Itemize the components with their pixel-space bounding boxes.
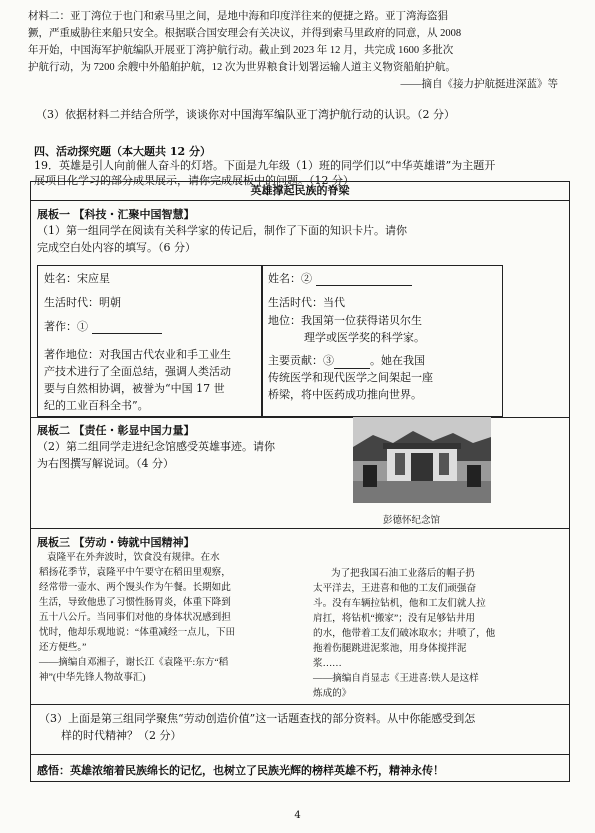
photo-caption: 彭德怀纪念馆 <box>383 515 441 526</box>
page-number: 4 <box>294 810 301 821</box>
section-heading: 四、活动探究题（本大题共 12 分） <box>34 145 211 158</box>
board-3-question-line: 样的时代精神？（2 分） <box>61 729 182 742</box>
passage-line: 经常带一壶水、两个馒头作为午餐。长期如此 <box>39 582 231 593</box>
blank-answer-1[interactable] <box>92 321 162 334</box>
board-2-line: 为右图撰写解说词。（4 分） <box>37 457 174 470</box>
card-contribution-line: 桥梁，将中医药成功推向世界。 <box>268 388 422 401</box>
reflection-text: 感悟：英雄浓缩着民族绵长的记忆，也树立了民族光辉的榜样英雄不朽，精神永传！ <box>37 764 444 777</box>
divider <box>31 528 569 529</box>
frame-title: 英雄撑起民族的脊梁 <box>31 182 569 201</box>
card-name <box>268 270 412 286</box>
board-3-question <box>39 710 559 744</box>
card-work <box>44 318 162 334</box>
material-source: ——摘自《接力护航挺进深蓝》等 <box>400 79 558 90</box>
card-contribution-label: 主要贡献：③ <box>268 354 334 367</box>
card-name: 姓名：宋应星 <box>44 272 110 285</box>
board-1-instructions <box>37 222 537 256</box>
material-line: 材料二：亚丁湾位于也门和索马里之间，是地中海和印度洋往来的便捷之路。亚丁湾海盗猖 <box>28 11 448 22</box>
board-1-line: 完成空白处内容的填写。（6 分） <box>37 241 196 254</box>
blank-answer-2[interactable] <box>316 273 412 286</box>
card-status-line: 纪的工业百科全书”。 <box>44 399 149 412</box>
passage-line: 的水，他带着工友们破冰取水；井喷了，他 <box>313 628 496 639</box>
card-work-label: 著作：① <box>44 320 88 333</box>
card-status-line: 著作地位：对我国古代农业和手工业生 <box>44 348 231 361</box>
passage-line: 五十八公斤。当同事们对他的身体状况感到担 <box>39 612 231 623</box>
card-contribution <box>268 352 498 403</box>
passage-source: ——摘编自邓湘子，谢长江《袁隆平:东方“稻 <box>39 657 229 668</box>
material-line: 獗，严重威胁往来船只安全。根据联合国安理会有关决议，并得到索马里政府的同意，从 2008 <box>28 28 462 39</box>
knowledge-card-right <box>261 265 503 417</box>
card-name-label: 姓名：② <box>268 272 312 285</box>
yuan-longping-passage <box>39 550 289 685</box>
card-contribution-line: 。她在我国 <box>370 354 425 367</box>
board-1-line: （1）第一组同学在阅读有关科学家的传记后，制作了下面的知识卡片。请你 <box>37 224 407 237</box>
card-status-line: 产技术进行了全面总结，强调人类活动 <box>44 365 231 378</box>
card-era: 生活时代：当代 <box>268 296 345 309</box>
knowledge-card-left <box>37 265 263 417</box>
board-3-label: 展板三 <box>37 536 70 549</box>
board-2-instructions <box>37 438 337 472</box>
card-status <box>44 346 260 414</box>
board-3-question-line: （3）上面是第三组同学聚焦“劳动创造价值”这一话题查找的部分资料。从中你能感受到怎 <box>39 712 476 725</box>
memorial-photo <box>353 417 491 503</box>
material-line: 年开始，中国海军护航编队开展亚丁湾护航行动。截止到 2023 年 12 月，共完成 1600 多批次 <box>28 45 454 56</box>
wang-jinxi-passage <box>313 566 563 701</box>
passage-line: 太平洋去，王进喜和他的工友们顽强奋 <box>313 583 477 594</box>
board-2-title <box>37 422 195 438</box>
passage-line: 忧时，他却乐观地说：“体重减经一点儿，下田 <box>39 627 236 638</box>
board-3-title <box>37 534 195 550</box>
board-2-line: （2）第二组同学走进纪念馆感受英雄事迹。请你 <box>37 440 275 453</box>
question-3: （3）依据材料二并结合所学，谈谈你对中国海军编队亚丁湾护航行动的认识。（2 分） <box>36 108 455 121</box>
divider <box>31 704 569 705</box>
passage-source: ——摘编自肖显志《王进喜:铁人是这样 <box>313 673 479 684</box>
board-2-label: 展板二 <box>37 424 70 437</box>
passage-line: 浆…… <box>313 658 342 669</box>
memorial-building-image <box>353 417 491 503</box>
divider <box>31 754 569 755</box>
passage-source: 神”(中华先锋人物故事汇) <box>39 672 146 683</box>
board-1-label: 展板一 <box>37 208 70 221</box>
material-two <box>28 8 568 93</box>
passage-source: 炼成的》 <box>313 688 352 699</box>
question-19-line: 19．英雄是引人向前催人奋斗的灯塔。下面是九年级（1）班的同学们以“中华英雄谱”为主题开 <box>34 159 496 172</box>
passage-line: 拖着伤腿跳进泥浆池，用身体搅拌泥 <box>313 643 467 654</box>
passage-line: 还方便些。” <box>39 642 87 653</box>
question-19-line: 展项目化学习的部分成果展示，请你完成展板中的问题。（12 分） <box>34 174 354 187</box>
display-board-frame <box>30 181 570 782</box>
card-status-line: 地位：我国第一位获得诺贝尔生 <box>268 314 422 327</box>
board-1-title <box>37 206 195 222</box>
card-contribution-line: 传统医学和现代医学之间架起一座 <box>268 371 433 384</box>
passage-line: 肩扛，将钻机“搬家”；没有足够钻井用 <box>313 613 476 624</box>
card-status <box>268 312 425 346</box>
passage-line: 稻扬花季节，袁隆平中午要守在稻田里观察， <box>39 567 231 578</box>
blank-answer-3[interactable] <box>334 356 370 369</box>
card-era: 生活时代：明朝 <box>44 296 121 309</box>
card-status-line: 理学或医学奖的科学家。 <box>304 331 425 344</box>
passage-line: 斗。没有车辆拉钻机，他和工友们就人拉 <box>313 598 486 609</box>
board-1-theme: 【科技・汇聚中国智慧】 <box>73 208 195 221</box>
board-2-theme: 【责任・彰显中国力量】 <box>73 424 195 437</box>
board-3-theme: 【劳动・铸就中国精神】 <box>73 536 195 549</box>
card-status-line: 要与自然相协调，被誉为“中国 17 世 <box>44 382 225 395</box>
passage-line: 为了把我国石油工业落后的帽子扔 <box>331 568 475 579</box>
passage-line: 生活，导致他患了习惯性肠胃炎，体重下降到 <box>39 597 231 608</box>
material-line: 护航行动，为 7200 余艘中外船舶护航，12 次为世界粮食计划署运输人道主义物资船舶护航。 <box>28 62 456 73</box>
passage-line: 袁隆平在外奔波时，饮食没有规律。在水 <box>47 552 220 563</box>
